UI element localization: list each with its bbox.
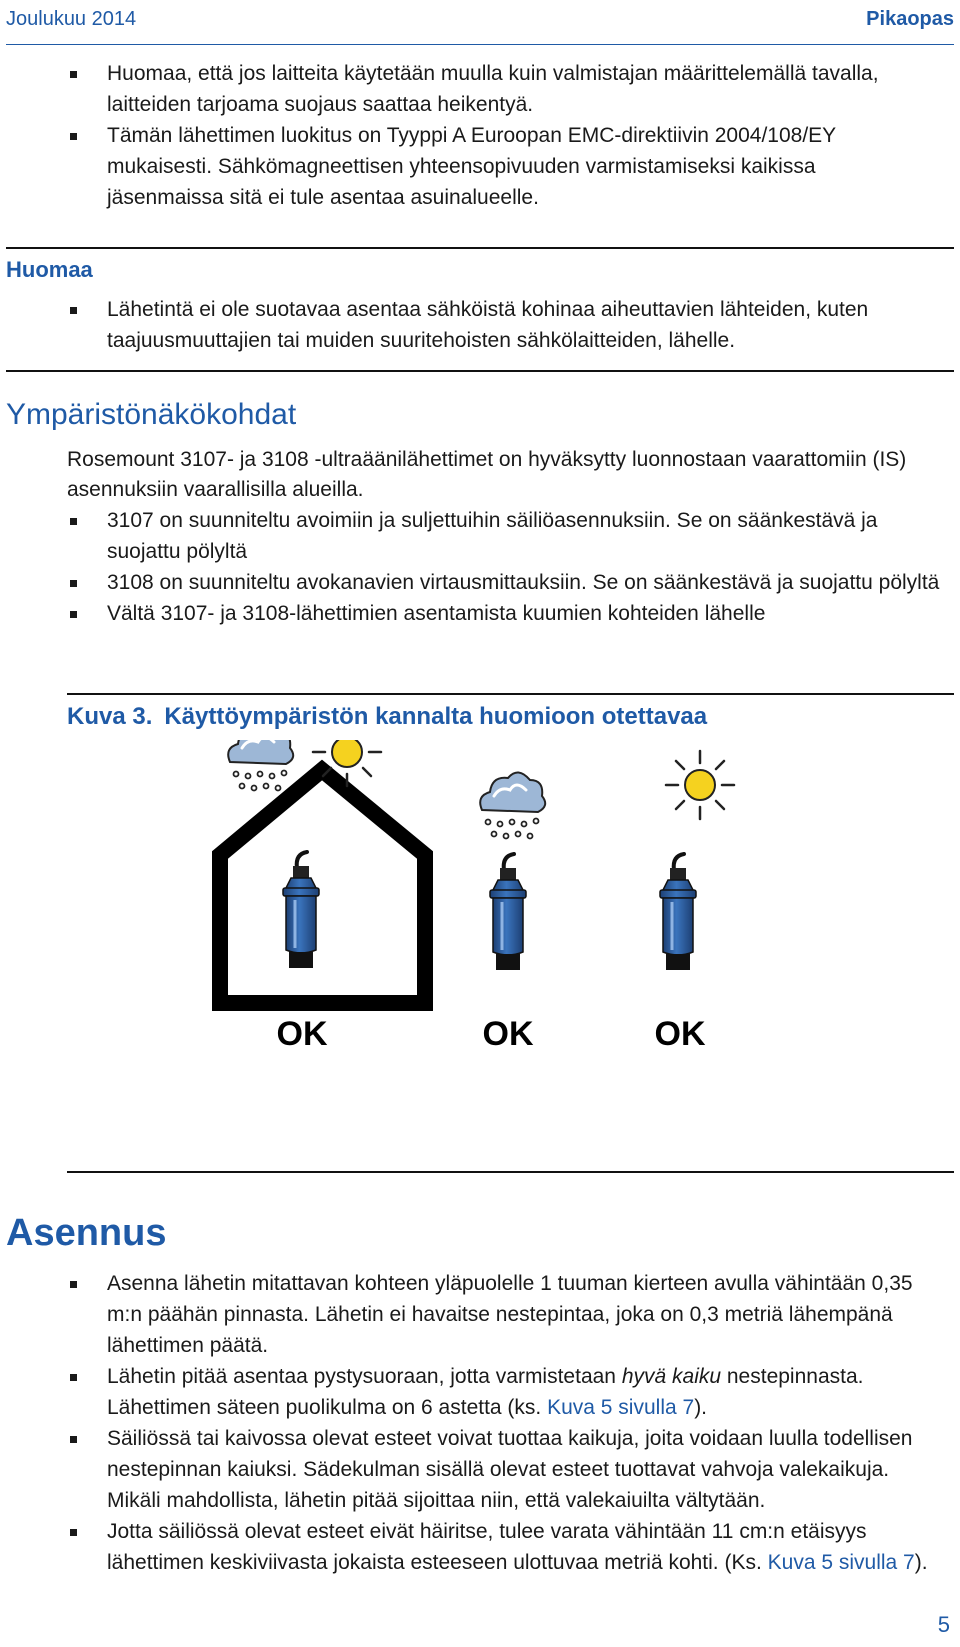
figure-title: Käyttöympäristön kannalta huomioon otettavaa xyxy=(164,703,708,730)
house-icon xyxy=(220,770,425,1003)
environment-illustration xyxy=(0,740,960,1140)
rain-cloud-icon xyxy=(480,772,545,838)
figure-5-link[interactable]: Kuva 5 sivulla 7 xyxy=(547,1396,695,1419)
bullet-icon xyxy=(70,133,77,140)
list-item: Lähetin pitää asentaa pystysuoraan, jotta varmistetaan hyvä kaiku nestepinnasta. Lähettimen säteen puolikulma on 6 astetta (ks. Kuva 5 sivulla 7). xyxy=(67,1361,947,1423)
list-item: 3107 on suunniteltu avoimiin ja suljettuihin säiliöasennuksiin. Se on säänkestävä ja suojattu pölyltä xyxy=(67,505,947,567)
environment-heading: Ympäristönäkökohdat xyxy=(6,398,297,431)
note-heading: Huomaa xyxy=(6,257,93,282)
transmitter-icon xyxy=(660,854,696,970)
bullet-icon xyxy=(70,1281,77,1288)
transmitter-icon xyxy=(490,854,526,970)
rain-cloud-icon xyxy=(228,740,293,791)
transmitter-icon xyxy=(283,852,319,968)
list-item: Lähetintä ei ole suotavaa asentaa sähköistä kohinaa aiheuttavien lähteiden, kuten taajuusmuuttajien tai muiden suuritehoisten sähkölaitteiden, lähelle. xyxy=(67,294,937,356)
bullet-icon xyxy=(70,71,77,78)
installation-heading: Asennus xyxy=(6,1212,167,1254)
page-number: 5 xyxy=(937,1612,950,1637)
list-item: 3108 on suunniteltu avokanavien virtausmittauksiin. Se on säänkestävä ja suojattu pölyltä xyxy=(67,567,947,598)
header-rule xyxy=(6,44,954,45)
sun-icon xyxy=(666,751,734,819)
note-bullet-list xyxy=(67,294,937,356)
list-item: Vältä 3107- ja 3108-lähettimien asentamista kuumien kohteiden lähelle xyxy=(67,598,947,629)
bullet-icon xyxy=(70,1374,77,1381)
list-item: Huomaa, että jos laitteita käytetään muulla kuin valmistajan määrittelemällä tavalla, laitteiden tarjoama suojaus saattaa heikentyä. xyxy=(67,58,927,120)
ok-label: OK xyxy=(654,1015,706,1053)
bullet-icon xyxy=(70,580,77,587)
environment-paragraph: Rosemount 3107- ja 3108 -ultraäänilähettimet on hyväksytty luonnostaan vaarattomiin (IS) asennuksiin vaarallisilla alueilla. xyxy=(67,448,907,501)
bullet-icon xyxy=(70,1529,77,1536)
header-doc-type: Pikaopas xyxy=(866,8,954,30)
note-top-rule xyxy=(6,247,954,249)
figure-5-link[interactable]: Kuva 5 sivulla 7 xyxy=(767,1551,915,1574)
list-item: Tämän lähettimen luokitus on Tyyppi A Euroopan EMC-direktiivin 2004/108/EY mukaisesti. Sähkömagneettisen yhteensopivuuden varmistamiseksi kaikissa jäsenmaissa sitä ei tule asentaa asuinalueelle. xyxy=(67,120,927,213)
note-bottom-rule xyxy=(6,370,954,372)
bullet-icon xyxy=(70,611,77,618)
environment-bullet-list xyxy=(67,505,947,629)
ok-label: OK xyxy=(482,1015,534,1053)
ok-label: OK xyxy=(276,1015,328,1053)
header-date: Joulukuu 2014 xyxy=(6,8,137,30)
installation-bullet-list xyxy=(67,1268,947,1578)
bullet-icon xyxy=(70,307,77,314)
list-item: Jotta säiliössä olevat esteet eivät häiritse, tulee varata vähintään 11 cm:n etäisyys lähettimen keskiviivasta jokaista esteeseen ulottuvaa metriä kohti. (Ks. Kuva 5 sivulla 7). xyxy=(67,1516,947,1578)
figure-bottom-rule xyxy=(67,1171,954,1173)
bullet-icon xyxy=(70,518,77,525)
figure-top-rule xyxy=(67,693,954,695)
intro-bullet-list xyxy=(67,58,927,213)
figure-label: Kuva 3. xyxy=(67,703,153,730)
list-item: Säiliössä tai kaivossa olevat esteet voivat tuottaa kaikuja, joita voidaan luulla todellisen nestepinnan kaiuksi. Sädekulman sisällä olevat esteet tuottavat vahvoja valekaikuja. Mikäli mahdollista, lähetin pitää sijoittaa niin, että valekaiuilta vältytään. xyxy=(67,1423,947,1516)
bullet-icon xyxy=(70,1436,77,1443)
list-item: Asenna lähetin mitattavan kohteen yläpuolelle 1 tuuman kierteen avulla vähintään 0,35 m:n päähän pinnasta. Lähetin ei havaitse nestepintaa, joka on 0,3 metriä lähempänä lähettimen päätä. xyxy=(67,1268,947,1361)
figure-caption xyxy=(67,703,707,731)
